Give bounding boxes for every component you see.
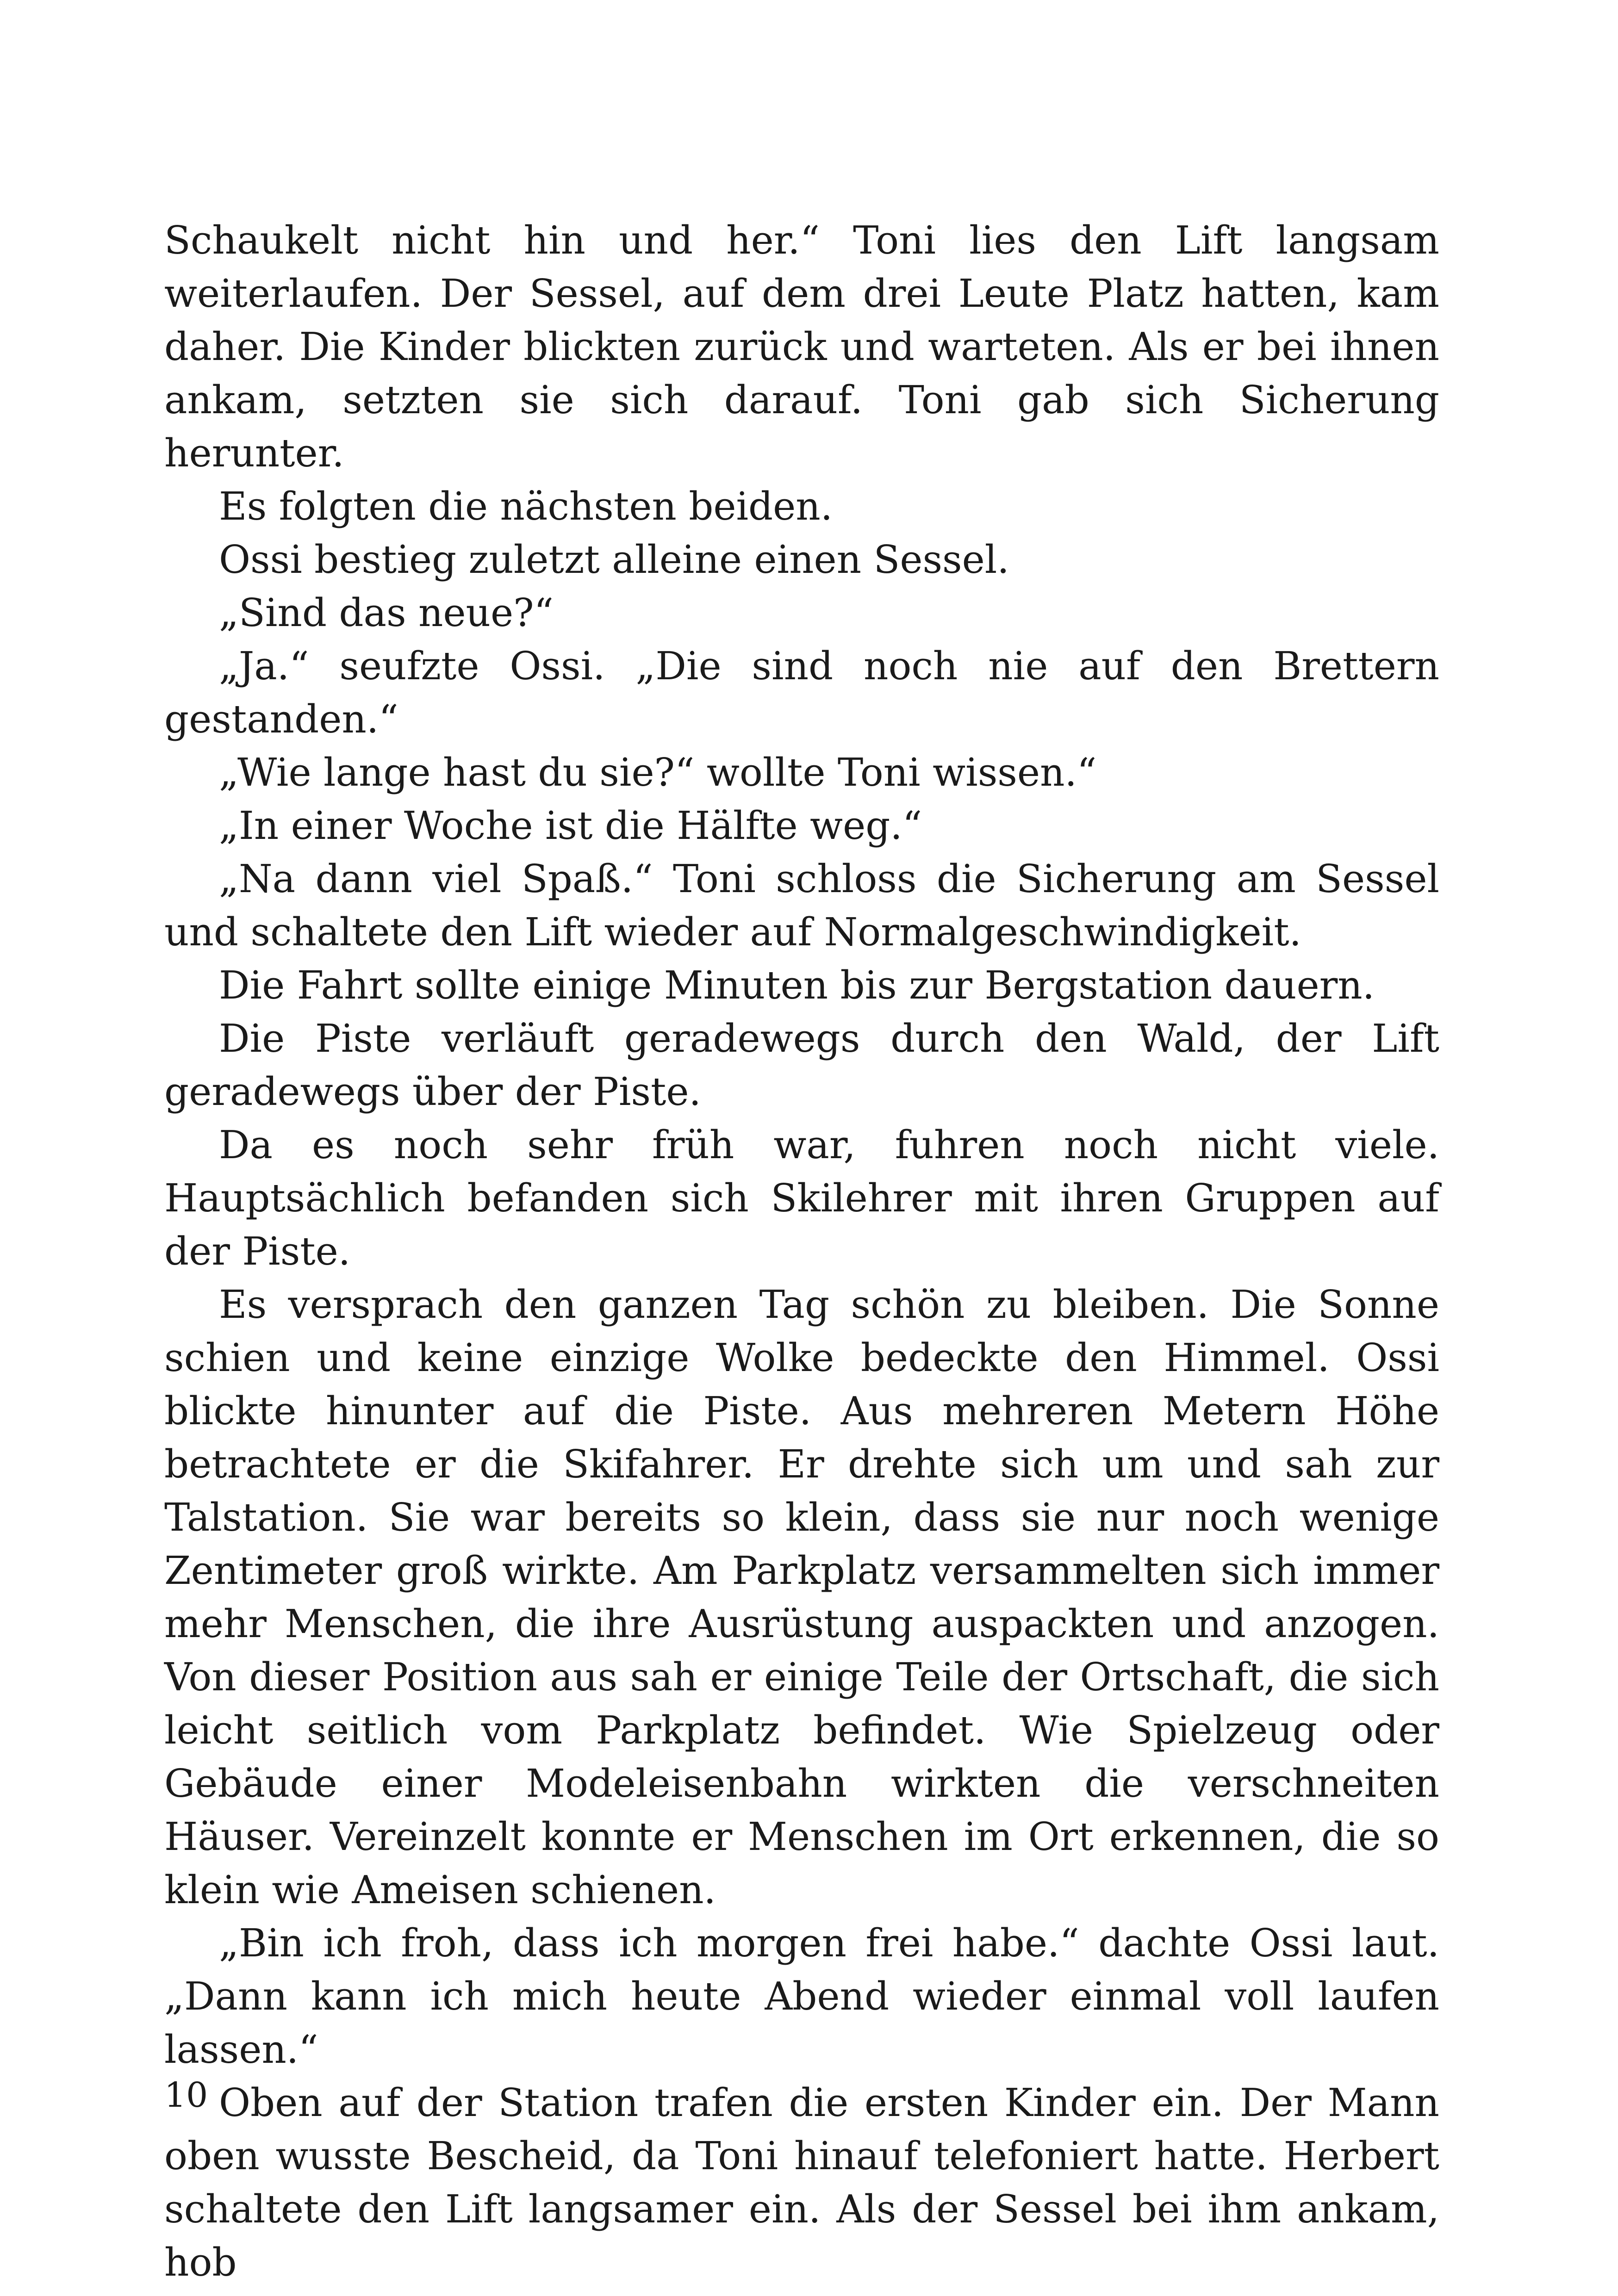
paragraph-10: Die Piste verläuft geradewegs durch den Wald, der Lift geradewegs über der Piste. <box>164 1016 1439 1114</box>
paragraph-1: Schaukelt nicht hin und her.“ Toni lies den Lift langsam weiterlaufen. Der Sessel, auf dem drei Leute Platz hatten, kam daher. Die Kinder blickten zurück und warteten. Als er bei ihnen ankam, setzten sie sich darauf. Toni gab sich Sicherung herunter. <box>164 218 1439 476</box>
body-text <box>164 214 1439 2289</box>
paragraph-2: Es folgten die nächsten beiden. <box>219 484 833 529</box>
paragraph-5: „Ja.“ seufzte Ossi. „Die sind noch nie auf den Brettern gestanden.“ <box>164 644 1439 742</box>
paragraph-12: Es versprach den ganzen Tag schön zu bleiben. Die Sonne schien und keine einzige Wolke bedeckte den Himmel. Ossi blickte hinunter auf die Piste. Aus mehreren Metern Höhe betrachtete er die Skifahrer. Er drehte sich um und sah zur Talstation. Sie war bereits so klein, dass sie nur noch wenige Zentimeter groß wirkte. Am Parkplatz versammelten sich immer mehr Menschen, die ihre Ausrüstung auspackten und anzogen. Von dieser Position aus sah er einige Teile der Ortschaft, die sich leicht seitlich vom Parkplatz befindet. Wie Spielzeug oder Gebäude einer Modeleisenbahn wirkten die verschneiten Häuser. Vereinzelt konnte er Menschen im Ort erkennen, die so klein wie Ameisen schienen. <box>164 1282 1439 1912</box>
paragraph-4: „Sind das neue?“ <box>219 590 554 635</box>
paragraph-8: „Na dann viel Spaß.“ Toni schloss die Sicherung am Sessel und schaltete den Lift wieder auf Normalgeschwindigkeit. <box>164 856 1439 955</box>
paragraph-9: Die Fahrt sollte einige Minuten bis zur Bergstation dauern. <box>219 963 1375 1008</box>
paragraph-14: Oben auf der Station trafen die ersten Kinder ein. Der Mann oben wusste Bescheid, da Toni hinauf telefoniert hatte. Herbert schaltete den Lift langsamer ein. Als der Sessel bei ihm ankam, hob <box>164 2080 1439 2285</box>
paragraph-7: „In einer Woche ist die Hälfte weg.“ <box>219 803 922 848</box>
page-number: 10 <box>164 2075 208 2115</box>
paragraph-3: Ossi bestieg zuletzt alleine einen Sessel. <box>219 537 1009 582</box>
paragraph-11: Da es noch sehr früh war, fuhren noch nicht viele. Hauptsächlich befanden sich Skilehrer mit ihren Gruppen auf der Piste. <box>164 1123 1439 1274</box>
paragraph-6: „Wie lange hast du sie?“ wollte Toni wissen.“ <box>219 750 1097 795</box>
paragraph-13: „Bin ich froh, dass ich morgen frei habe.“ dachte Ossi laut. „Dann kann ich mich heute Abend wieder einmal voll laufen lassen.“ <box>164 1921 1439 2072</box>
